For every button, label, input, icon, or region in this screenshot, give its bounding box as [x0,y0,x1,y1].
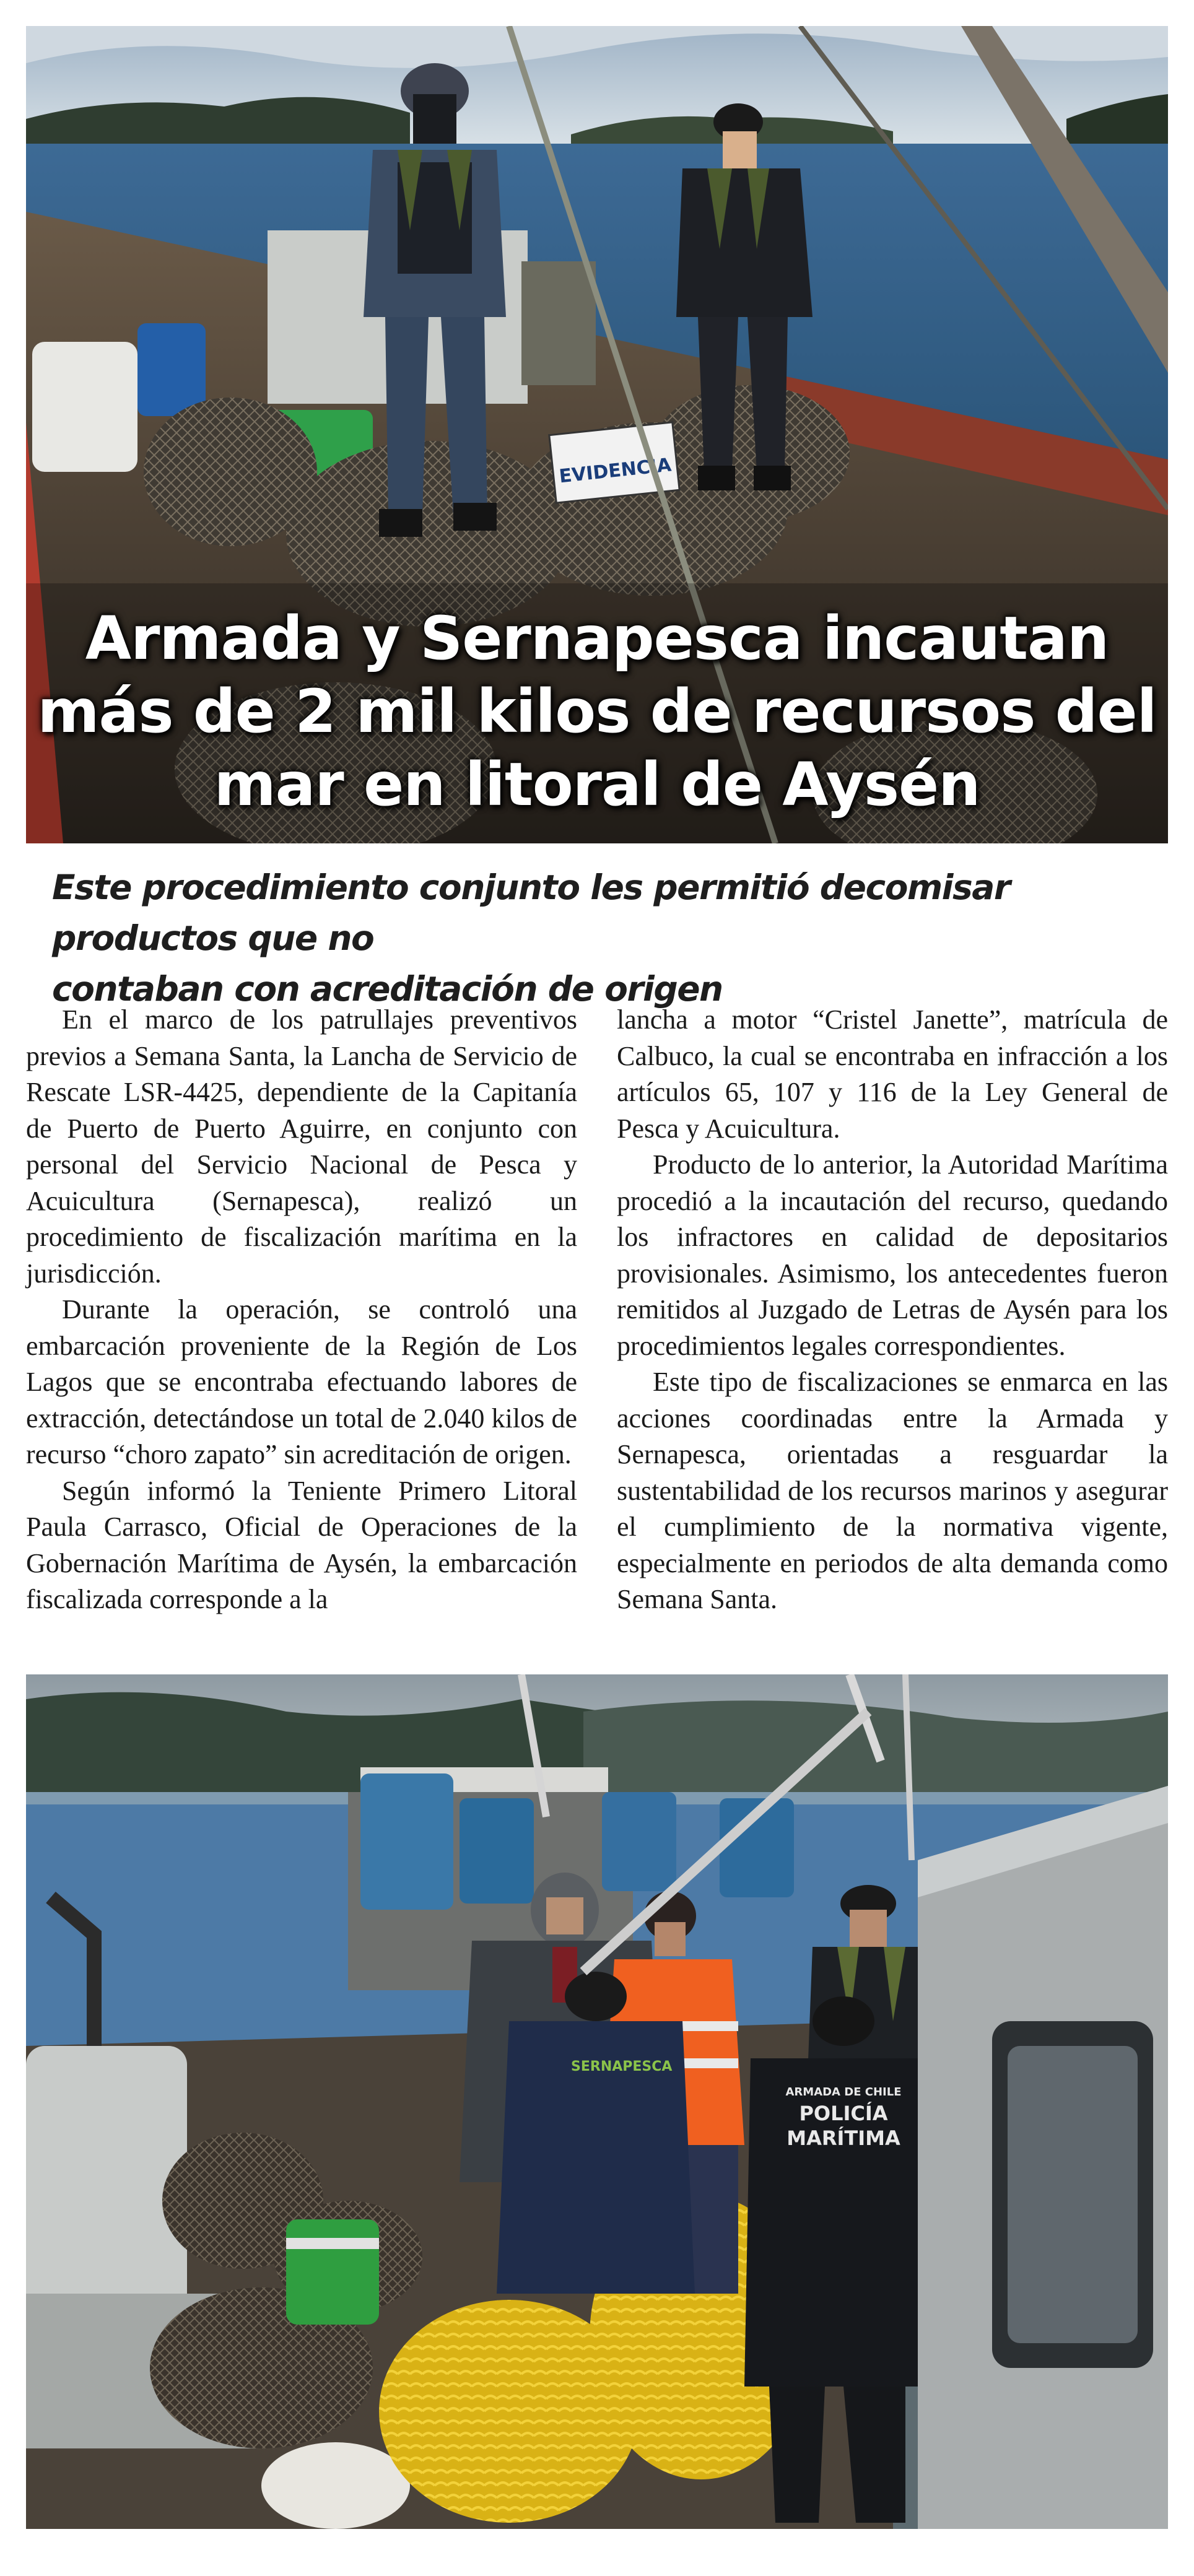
headline [26,602,1168,821]
vest-text-line: POLICÍA [799,2102,888,2125]
paragraph: En el marco de los patrullajes preventivos previos a Semana Santa, la Lancha de Servicio de Rescate LSR-4425, dependiente de la Capitanía de Puerto de Puerto Aguirre, en conjunto con personal del Servicio Nacional de Pesca y Acuicultura (Sernapesca), realizó un procedimiento de fiscalización marítima en la jurisdicción. [26,1004,577,1289]
vest-text-line: MARÍTIMA [787,2126,900,2150]
paragraph-continuation: lancha a motor “Cristel Janette”, matrícula de Calbuco, la cual se encontraba en infracción a los artículos 65, 107 y 116 de la Ley General de Pesca y Acuicultura. [617,1004,1168,1144]
hero-photo [26,26,1168,843]
article-column-left [26,1002,577,1652]
subtitle-line: Este procedimiento conjunto les permitió decomisar productos que no [52,868,1010,958]
evidence-sign-text: EVIDENCIA [558,454,673,488]
subtitle [52,862,1154,1014]
paragraph: Según informó la Teniente Primero Litoral Paula Carrasco, Oficial de Operaciones de la Gobernación Marítima de Aysén, la embarcación fiscalizada corresponde a la [26,1475,577,1614]
headline-line: Armada y Sernapesca incautan [85,604,1109,673]
paragraph: Producto de lo anterior, la Autoridad Marítima procedió a la incautación del recurso, quedando los infractores en calidad de depositarios provisionales. Asimismo, los antecedentes fueron remitidos al Juzgado de Letras de Aysén para los procedimientos legales correspondientes. [617,1149,1168,1361]
article-column-right [617,1002,1168,1652]
inspection-photo [26,1674,1168,2529]
headline-line: más de 2 mil kilos de recursos del [37,677,1157,746]
article-body [26,1002,1168,1652]
jacket-logo-text: SERNAPESCA [571,2059,673,2074]
headline-line: mar en litoral de Aysén [214,750,980,819]
paragraph: Durante la operación, se controló una embarcación proveniente de la Región de Los Lagos que se encontraba efectuando labores de extracción, detectándose un total de 2.040 kilos de recurso “choro zapato” sin acreditación de origen. [26,1294,577,1469]
vest-text-line: ARMADA DE CHILE [785,2086,902,2099]
inspection-photo-illustration [26,1674,1168,2529]
paragraph: Este tipo de fiscalizaciones se enmarca en las acciones coordinadas entre la Armada y Sernapesca, orientadas a resguardar la sustentabilidad de los recursos marinos y asegurar el cumplimiento de la normativa vigente, especialmente en periodos de alta demanda como Semana Santa. [617,1367,1168,1614]
subtitle-line: contaban con acreditación de origen [52,969,723,1009]
